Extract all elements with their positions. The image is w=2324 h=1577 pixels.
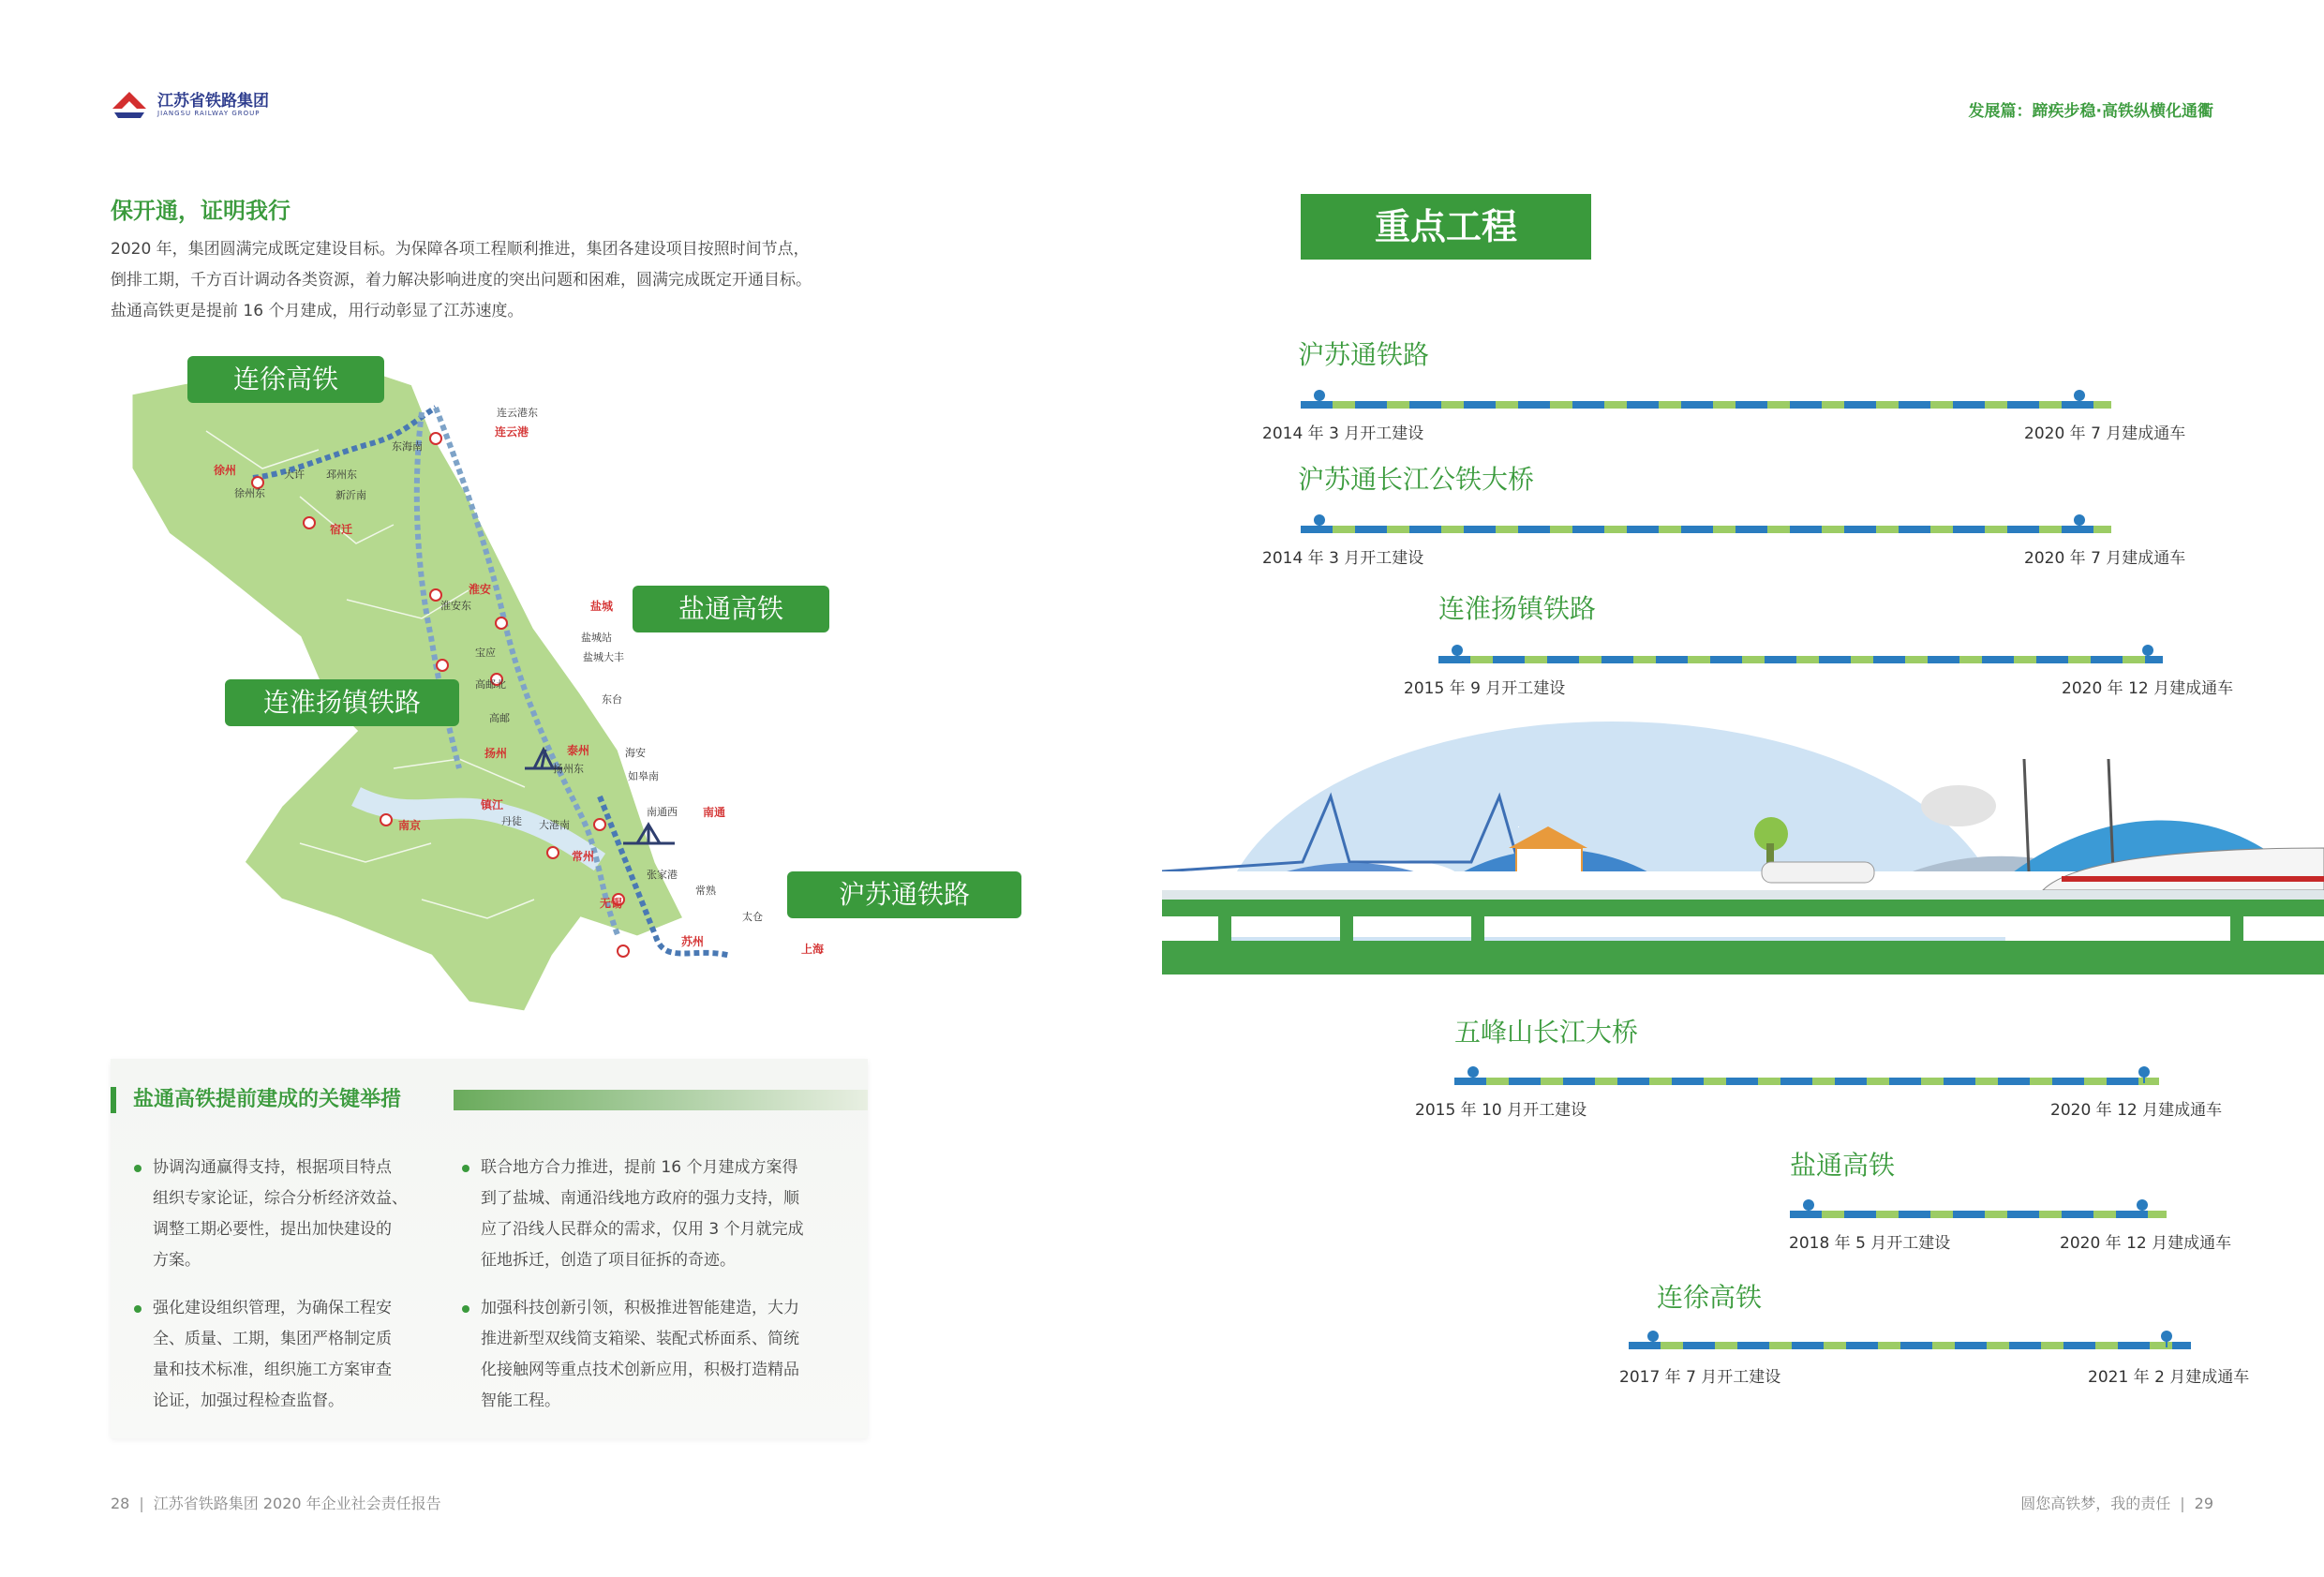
- key-measures-title: 盐通高铁提前建成的关键举措: [133, 1088, 402, 1111]
- key-measures-box: [111, 1059, 868, 1438]
- page-number: 28: [111, 1495, 130, 1512]
- map-label-lianhuai: 连淮扬镇铁路: [225, 679, 459, 726]
- logo-name: 江苏省铁路集团: [157, 92, 269, 111]
- start-date: 2018 年 5 月开工建设: [1789, 1234, 1951, 1253]
- logo: [111, 88, 269, 122]
- city-label: 泰州: [567, 744, 590, 757]
- bullet-dot: [134, 1305, 142, 1313]
- city-label: 东台: [602, 693, 622, 706]
- key-measures-header: [111, 1087, 868, 1113]
- logo-english: JIANGSU RAILWAY GROUP: [157, 110, 261, 117]
- end-pin-icon: [2137, 1199, 2148, 1211]
- city-label: 大港南: [539, 819, 570, 831]
- city-label: 邳州东: [326, 469, 357, 481]
- city-label: 高邮北: [475, 678, 506, 691]
- project-timeline: [1629, 1342, 2191, 1349]
- city-label: 新沂南: [335, 489, 366, 501]
- measure-line: 到了盐城、南通沿线地方政府的强力支持，顺: [481, 1189, 799, 1208]
- map-label-lianxu: 连徐高铁: [187, 356, 384, 403]
- city-label: 连云港: [495, 425, 529, 439]
- footer-right: 圆您高铁梦，我的责任 | 29: [2020, 1495, 2213, 1512]
- measure-line: 加强科技创新引领，积极推进智能建造，大力: [481, 1299, 799, 1317]
- timeline-rail: [1301, 401, 2111, 409]
- city-label: 无锡: [600, 897, 623, 910]
- intro-line: 盐通高铁更是提前 16 个月建成，用行动彰显了江苏速度。: [111, 302, 524, 320]
- map-label-yantong: 盐通高铁: [633, 586, 829, 632]
- report-title: 江苏省铁路集团 2020 年企业社会责任报告: [153, 1495, 441, 1512]
- end-date: 2020 年 7 月建成通车: [2024, 549, 2186, 568]
- end-date: 2020 年 12 月建成通车: [2062, 679, 2234, 698]
- city-label: 常州: [572, 850, 595, 863]
- project-name: 盐通高铁: [1790, 1150, 1896, 1181]
- city-label: 常熟: [695, 885, 716, 897]
- project-timeline: [1454, 1078, 2159, 1085]
- section-title: 保开通，证明我行: [111, 198, 290, 224]
- railway-scene-illustration: [1162, 722, 2324, 974]
- project-name: 连淮扬镇铁路: [1438, 593, 1597, 624]
- end-date: 2021 年 2 月建成通车: [2088, 1368, 2250, 1387]
- city-label: 盐城大丰: [583, 651, 624, 663]
- start-pin-icon: [1314, 514, 1325, 526]
- chapter-title: 发展篇：蹄疾步稳·高铁纵横化通衢: [1968, 102, 2213, 121]
- project-timeline: [1790, 1211, 2167, 1218]
- timeline-rail: [1790, 1211, 2167, 1218]
- city-label: 大许: [284, 469, 305, 481]
- project-timeline: [1301, 526, 2111, 533]
- measure-item: [153, 1153, 443, 1276]
- timeline-rail: [1454, 1078, 2159, 1085]
- city-label: 张家港: [647, 869, 678, 881]
- footer-left: 28 | 江苏省铁路集团 2020 年企业社会责任报告: [111, 1495, 441, 1512]
- start-date: 2014 年 3 月开工建设: [1262, 424, 1424, 443]
- end-pin-icon: [2161, 1331, 2172, 1342]
- start-date: 2014 年 3 月开工建设: [1262, 549, 1424, 568]
- intro-line: 2020 年，集团圆满完成既定建设目标。为保障各项工程顺利推进，集团各建设项目按照时间节点，: [111, 240, 810, 259]
- title-bar: [111, 1087, 116, 1113]
- key-projects-title: 重点工程: [1301, 194, 1591, 260]
- start-pin-icon: [1647, 1331, 1659, 1342]
- measure-line: 征地拆迁，创造了项目征拆的奇迹。: [481, 1251, 736, 1270]
- timeline-rail: [1301, 526, 2111, 533]
- city-label: 盐城: [590, 600, 614, 613]
- intro-paragraph: [111, 234, 879, 327]
- page-number: 29: [2194, 1495, 2213, 1512]
- measure-item: [481, 1293, 856, 1417]
- city-label: 南通西: [647, 806, 678, 818]
- measure-line: 应了沿线人民群众的需求，仅用 3 个月就完成: [481, 1220, 804, 1239]
- measure-item: [153, 1293, 443, 1417]
- city-label: 徐州: [214, 464, 237, 477]
- measure-line: 论证，加强过程检查监督。: [153, 1391, 344, 1410]
- intro-line: 倒排工期，千方百计调动各类资源，着力解决影响进度的突出问题和困难，圆满完成既定开通目标。: [111, 271, 812, 290]
- measure-line: 化接触网等重点技术创新应用，积极打造精品: [481, 1361, 799, 1379]
- city-label: 宿迁: [330, 523, 353, 536]
- city-label: 南通: [703, 806, 726, 819]
- measure-line: 协调沟通赢得支持，根据项目特点: [153, 1158, 392, 1177]
- end-pin-icon: [2074, 390, 2085, 401]
- project-timeline: [1301, 401, 2111, 409]
- project-name: 连徐高铁: [1657, 1282, 1763, 1313]
- start-pin-icon: [1803, 1199, 1814, 1211]
- title-gradient: [454, 1090, 868, 1110]
- end-date: 2020 年 7 月建成通车: [2024, 424, 2186, 443]
- bullet-dot: [462, 1165, 469, 1172]
- city-label: 淮安东: [440, 600, 471, 612]
- measure-line: 强化建设组织管理，为确保工程安: [153, 1299, 392, 1317]
- measure-line: 调整工期必要性，提出加快建设的: [153, 1220, 392, 1239]
- timeline-rail: [1438, 656, 2163, 663]
- project-name: 沪苏通长江公铁大桥: [1298, 464, 1535, 495]
- start-date: 2015 年 10 月开工建设: [1415, 1101, 1587, 1120]
- city-label: 淮安: [469, 583, 492, 596]
- measure-line: 智能工程。: [481, 1391, 560, 1410]
- measure-line: 全、质量、工期，集团严格制定质: [153, 1330, 392, 1348]
- city-label: 盐城站: [581, 632, 612, 644]
- city-label: 东海南: [392, 440, 423, 453]
- measure-item: [481, 1153, 856, 1276]
- project-name: 五峰山长江大桥: [1454, 1017, 1639, 1048]
- city-label: 徐州东: [234, 487, 265, 499]
- start-pin-icon: [1314, 390, 1325, 401]
- city-label: 丹徒: [501, 815, 522, 827]
- measure-line: 推进新型双线简支箱梁、装配式桥面系、简统: [481, 1330, 799, 1348]
- start-pin-icon: [1467, 1066, 1479, 1078]
- measure-line: 方案。: [153, 1251, 201, 1270]
- measure-line: 组织专家论证，综合分析经济效益、: [153, 1189, 408, 1208]
- city-label: 上海: [801, 943, 825, 956]
- city-label: 宝应: [475, 647, 496, 659]
- end-pin-icon: [2138, 1066, 2150, 1078]
- city-label: 扬州: [484, 747, 508, 760]
- start-pin-icon: [1452, 645, 1463, 656]
- end-date: 2020 年 12 月建成通车: [2050, 1101, 2223, 1120]
- city-label: 扬州东: [553, 763, 584, 775]
- measure-line: 量和技术标准，组织施工方案审查: [153, 1361, 392, 1379]
- city-label: 南京: [398, 819, 422, 832]
- railway-map: [112, 356, 1021, 1031]
- city-label: 苏州: [681, 935, 705, 948]
- city-label: 太仓: [742, 911, 763, 923]
- city-label: 如皋南: [628, 770, 659, 782]
- bullet-dot: [462, 1305, 469, 1313]
- end-date: 2020 年 12 月建成通车: [2060, 1234, 2232, 1253]
- end-pin-icon: [2142, 645, 2153, 656]
- measure-line: 联合地方合力推进，提前 16 个月建成方案得: [481, 1158, 798, 1177]
- start-date: 2017 年 7 月开工建设: [1619, 1368, 1781, 1387]
- project-name: 沪苏通铁路: [1298, 339, 1430, 370]
- city-label: 镇江: [481, 798, 504, 811]
- project-timeline: [1438, 656, 2163, 663]
- city-label: 高邮: [489, 712, 510, 724]
- logo-icon: [111, 88, 148, 122]
- start-date: 2015 年 9 月开工建设: [1404, 679, 1566, 698]
- bullet-dot: [134, 1165, 142, 1172]
- end-pin-icon: [2074, 514, 2085, 526]
- city-label: 连云港东: [497, 407, 538, 419]
- map-label-husutong: 沪苏通铁路: [787, 871, 1021, 918]
- timeline-rail: [1629, 1342, 2191, 1349]
- city-label: 海安: [625, 747, 646, 759]
- slogan: 圆您高铁梦，我的责任: [2020, 1495, 2171, 1512]
